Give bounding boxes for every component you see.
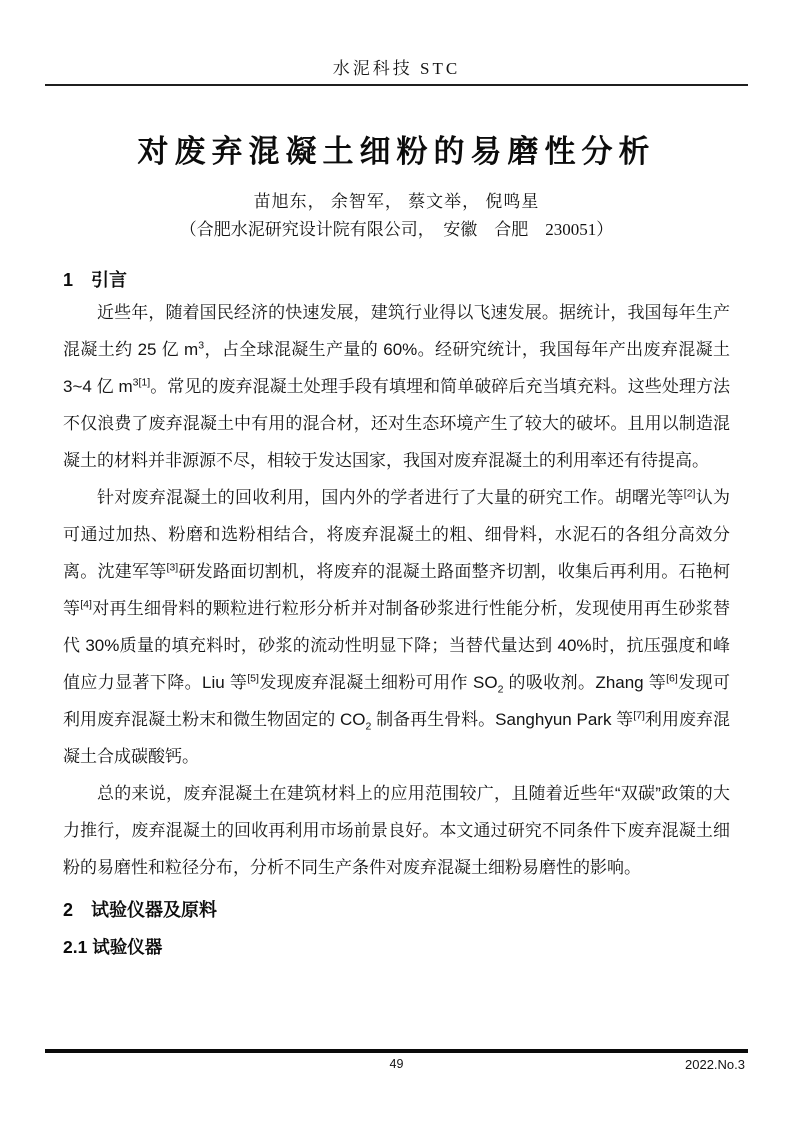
paragraph-2: 针对废弃混凝土的回收利用，国内外的学者进行了大量的研究工作。胡曙光等[2]认为可通过加热、粉磨和选粉相结合，将废弃混凝土的粗、细骨料，水泥石的各组分高效分离。沈建军等[3]研发路面切割机，将废弃的混凝土路面整齐切割，收集后再利用。石艳柯等[4]对再生细骨料的颗粒进行粒形分析并对制备砂浆进行性能分析，发现使用再生砂浆替代 30%质量的填充料时，砂浆的流动性明显下降；当替代量达到 40%时，抗压强度和峰值应力显著下降。Liu 等[5]发现废弃混凝土细粉可用作 $SO_2$ 的吸收剂。Zhang 等[6]发现可利用废弃混凝土粉末和微生物固定的 $CO_2$ 制备再生骨料。Sanghyun Park 等[7]利用废弃混凝土合成碳酸钙。 (63, 487, 731, 766)
page-number: 49 (389, 1057, 404, 1071)
subsection-heading-instruments: 2.1 试验仪器 (63, 937, 163, 957)
journal-name: 水泥科技 STC (332, 59, 461, 78)
paragraph-1: 近些年，随着国民经济的快速发展，建筑行业得以飞速发展。据统计，我国每年生产混凝土约 25 亿 $m^3$，占全球混凝生产量的 60%。经研究统计，我国每年产出废弃混凝土 3~4 亿 $m^{3[1]}$。常见的废弃混凝土处理手段有填埋和简单破碎后充当填充料。这些处理方法不仅浪费了废弃混凝土中有用的混合材，还对生态环境产生了较大的破坏。且用以制造混凝土的材料并非源源不尽，相较于发达国家，我国对废弃混凝土的利用率还有待提高。 (63, 303, 730, 470)
footer-rule (45, 1049, 748, 1053)
running-header (0, 54, 793, 79)
header-rule (45, 84, 748, 86)
article-body (63, 266, 730, 966)
authors-line: 苗旭东， 余智军， 蔡文举， 倪鸣星 (253, 192, 540, 211)
issue-label: 2022.No.3 (685, 1057, 745, 1072)
section-heading-introduction: 1 引言 (63, 270, 128, 290)
paragraph-3: 总的来说，废弃混凝土在建筑材料上的应用范围较广，且随着近些年“双碳”政策的大力推行，废弃混凝土的回收再利用市场前景良好。本文通过研究不同条件下废弃混凝土细粉的易磨性和粒径分布，分析不同生产条件对废弃混凝土细粉易磨性的影响。 (63, 784, 730, 877)
affiliation-line: （合肥水泥研究设计院有限公司， 安徽 合肥 230051） (179, 220, 614, 239)
section-heading-instruments-materials: 2 试验仪器及原料 (63, 900, 218, 920)
article-title: 对废弃混凝土细粉的易磨性分析 (137, 134, 656, 169)
